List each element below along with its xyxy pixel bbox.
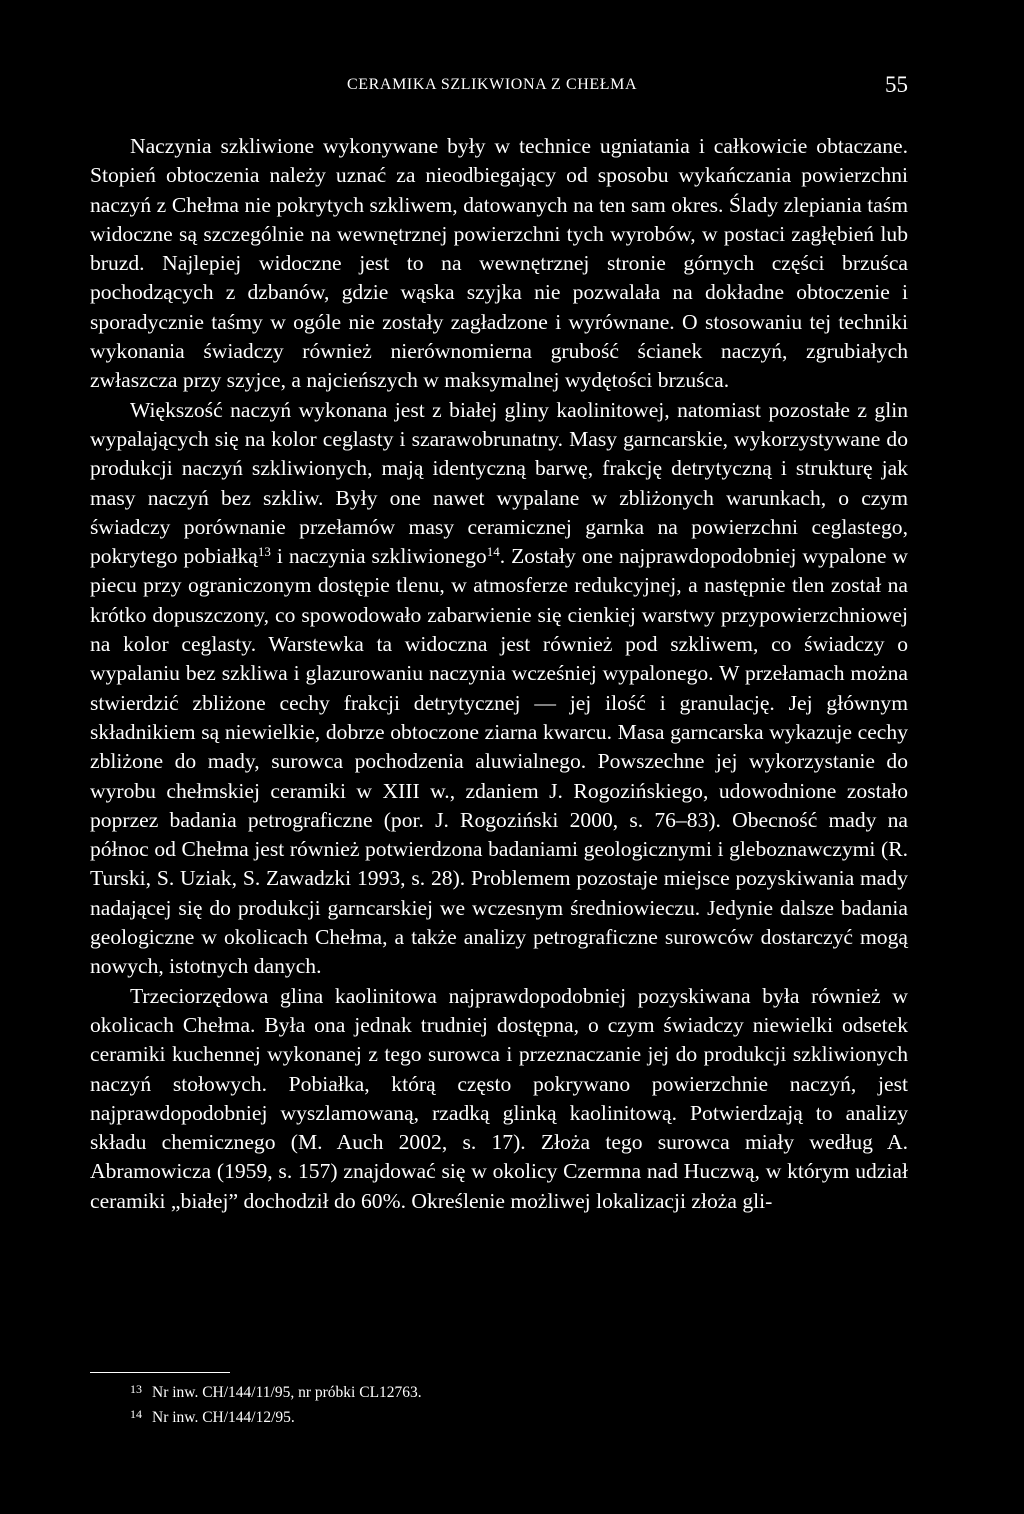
page-number: 55: [885, 72, 908, 97]
footnote-ref-13[interactable]: 13: [257, 544, 271, 560]
paragraph-text: . Zostały one najprawdopodobniej wypalone w piecu przy ograniczonym dostępie tlenu, w atmosferze redukcyjnej, a następnie tlen został na krótko dopuszczony, co spowodowało zabarwienie się cienkiej warstwy przypowierzchniowej na kolor ceglasty. Warstewka ta widoczna jest również pod szkliwem, co świadczy o wypalaniu bez szkliwa i glazurowaniu naczynia wcześniej wypalonego. W przełamach można stwierdzić zbliżone cechy frakcji detrytycznej — jej ilość i granulację. Jej głównym składnikiem są niewielkie, dobrze obtoczone ziarna kwarcu. Masa garncarska wykazuje cechy zbliżone do mady, surowca pochodzenia aluwialnego. Powszechne jej wykorzystanie do wyrobu chełmskiej ceramiki w XIII w., zdaniem J. Rogozińskiego, udowodnione zostało poprzez badania petrograficzne (por. J. Rogoziński 2000, s. 76–83). Obecność mady na północ od Chełma jest również potwierdzona badaniami geologicznymi i gleboznawczymi (R. Turski, S. Uziak, S. Zawadzki 1993, s. 28). Problemem pozostaje miejsce pozyskiwania mady nadającej się do produkcji garncarskiej we wczesnym średniowieczu. Jedynie dalsze badania geologiczne w okolicach Chełma, a także analizy petrograficzne surowców dostarczyć mogą nowych, istotnych danych.: [90, 544, 908, 979]
footnote-text: Nr inw. CH/144/11/95, nr próbki CL12763.: [152, 1384, 422, 1401]
footnote-number: 14: [130, 1407, 142, 1421]
paragraph-text: i naczynia szkliwionego: [270, 544, 487, 569]
page-header: [90, 72, 908, 102]
paragraph-text: Większość naczyń wykonana jest z białej gliny kaolinitowej, natomiast pozostałe z glin wypalających się na kolor ceglasty i szarawobrunatny. Masy garncarskie, wykorzystywane do produkcji naczyń szkliwionych, mają identyczną barwę, frakcję detrytyczną i strukturę jak masy naczyń bez szkliw. Były one nawet wypalane w zbliżonych warunkach, o czym świadczy porównanie przełamów masy ceramicznej garnka na powierzchni ceglastego, pokrytego pobiałką: [90, 397, 908, 569]
footnote-13: [130, 1380, 830, 1405]
paragraph-text: Trzeciorzędowa glina kaolinitowa najprawdopodobniej pozyskiwana była również w okolicach Chełma. Była ona jednak trudniej dostępna, o czym świadczy niewielki odsetek ceramiki kuchennej wykonanej z tego surowca i przeznaczanie jej do produkcji szkliwionych naczyń stołowych. Pobiałka, którą często pokrywano powierzchnie naczyń, jest najprawdopodobniej wyszlamowaną, rzadką glinką kaolinitową. Potwierdzają to analizy składu chemicznego (M. Auch 2002, s. 17). Złoża tego surowca miały według A. Abramowicza (1959, s. 157) znajdować się w okolicy Czermna nad Huczwą, w którym udział ceramiki „białej” dochodził do 60%. Określenie możliwej lokalizacji złoża gli-: [90, 983, 908, 1213]
paragraph-3: [90, 982, 908, 1216]
footnote-number: 13: [130, 1382, 142, 1396]
running-title: CERAMIKA SZLIKWIONA Z CHEŁMA: [347, 76, 638, 93]
footnote-ref-14[interactable]: 14: [486, 544, 500, 560]
paragraph-text: Naczynia szkliwione wykonywane były w technice ugniatania i całkowicie obtaczane. Stopień obtoczenia należy uznać za nieodbiegający od sposobu wykańczania powierzchni naczyń z Chełma nie pokrytych szkliwem, datowanych na ten sam okres. Ślady zlepiania taśm widoczne są szczególnie na wewnętrznej powierzchni tych wyrobów, w postaci zagłębień lub bruzd. Najlepiej widoczne jest to na wewnętrznej stronie górnych części brzuśca pochodzących z dzbanów, gdzie wąska szyjka nie pozwalała na dokładne obtoczenie i sporadycznie taśmy w ogóle nie zostały zagładzone i wyrównane. O stosowaniu tej techniki wykonania świadczy również nierównomierna grubość ścianek naczyń, zgrubiałych zwłaszcza przy szyjce, a najcieńszych w maksymalnej wydętości brzuśca.: [90, 134, 908, 393]
paragraph-2: [90, 396, 908, 982]
paragraph-1: [90, 132, 908, 396]
footnote-divider: [90, 1372, 230, 1373]
footnotes: [130, 1380, 830, 1430]
main-text: [90, 132, 908, 1216]
footnote-text: Nr inw. CH/144/12/95.: [152, 1409, 295, 1426]
footnote-14: [130, 1405, 830, 1430]
